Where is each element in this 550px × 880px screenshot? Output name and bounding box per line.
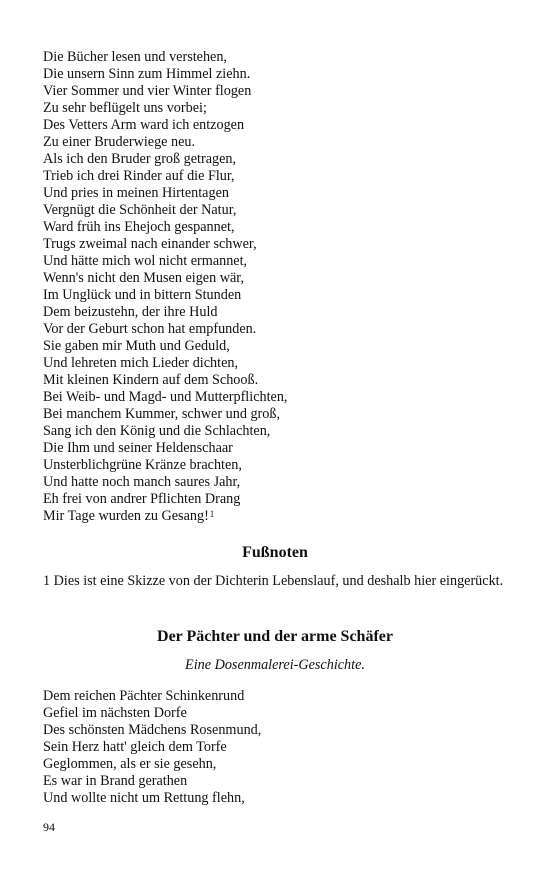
poem-line: Des Vetters Arm ward ich entzogen: [43, 117, 245, 133]
poem-line: Es war in Brand gerathen: [43, 773, 188, 789]
poem-line: Vier Sommer und vier Winter flogen: [43, 83, 252, 99]
poem-line: Bei manchem Kummer, schwer und groß,: [43, 406, 281, 422]
poem-line: Sein Herz hatt' gleich dem Torfe: [43, 739, 227, 755]
footnote-text: 1 Dies ist eine Skizze von der Dichterin Lebenslauf, und deshalb hier eingerückt.: [43, 573, 504, 589]
poem-line: Gefiel im nächsten Dorfe: [43, 705, 187, 721]
poem-line: Die unsern Sinn zum Himmel ziehn.: [43, 66, 251, 82]
poem-line: Mit kleinen Kindern auf dem Schooß.: [43, 372, 259, 388]
poem-line: Und hatte noch manch saures Jahr,: [43, 474, 241, 490]
poem-line: Geglommen, als er sie gesehn,: [43, 756, 217, 772]
poem-line: Vergnügt die Schönheit der Natur,: [43, 202, 237, 218]
poem-line: Bei Weib- und Magd- und Mutterpflichten,: [43, 389, 288, 405]
poem-stanza-next: [43, 688, 261, 807]
poem-line: Und hätte mich wol nicht ermannet,: [43, 253, 248, 269]
poem-line: Dem beizustehn, der ihre Huld: [43, 304, 218, 320]
poem-line: Trugs zweimal nach einander schwer,: [43, 236, 257, 252]
poem-line: Zu sehr beflügelt uns vorbei;: [43, 100, 207, 116]
poem-line: Vor der Geburt schon hat empfunden.: [43, 321, 257, 337]
footnotes-heading: Fußnoten: [242, 544, 308, 561]
poem-line: Trieb ich drei Rinder auf die Flur,: [43, 168, 235, 184]
poem-line: Die Ihm und seiner Heldenschaar: [43, 440, 233, 456]
poem-line: Sie gaben mir Muth und Geduld,: [43, 338, 230, 354]
footnote-reference[interactable]: 1: [209, 509, 215, 519]
poem-line: Und lehreten mich Lieder dichten,: [43, 355, 239, 371]
poem-line: Wenn's nicht den Musen eigen wär,: [43, 270, 244, 286]
poem-subtitle: Eine Dosenmalerei-Geschichte.: [185, 657, 365, 673]
poem-line-last: [43, 508, 287, 525]
poem-line-text: Mir Tage wurden zu Gesang!: [43, 508, 209, 524]
poem-title: Der Pächter und der arme Schäfer: [157, 628, 393, 645]
page-number: 94: [43, 820, 55, 834]
poem-stanza-top: [43, 49, 287, 525]
poem-line: Als ich den Bruder groß getragen,: [43, 151, 237, 167]
poem-line: Unsterblichgrüne Kränze brachten,: [43, 457, 242, 473]
poem-line: Eh frei von andrer Pflichten Drang: [43, 491, 241, 507]
poem-line: Im Unglück und in bittern Stunden: [43, 287, 242, 303]
poem-line: Des schönsten Mädchens Rosenmund,: [43, 722, 262, 738]
poem-line: Ward früh ins Ehejoch gespannet,: [43, 219, 235, 235]
poem-line: Und pries in meinen Hirtentagen: [43, 185, 229, 201]
poem-line: Zu einer Bruderwiege neu.: [43, 134, 196, 150]
poem-line: Sang ich den König und die Schlachten,: [43, 423, 271, 439]
poem-line: Die Bücher lesen und verstehen,: [43, 49, 227, 65]
poem-line: Dem reichen Pächter Schinkenrund: [43, 688, 245, 704]
poem-line: Und wollte nicht um Rettung flehn,: [43, 790, 245, 806]
